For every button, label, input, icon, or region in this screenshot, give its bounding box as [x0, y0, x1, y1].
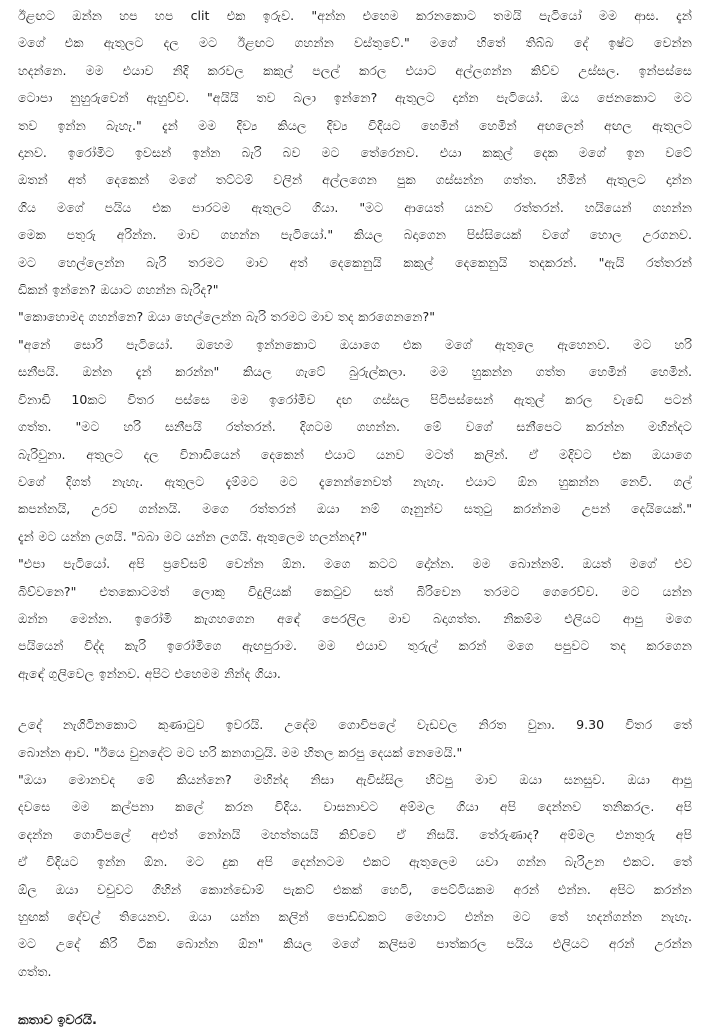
text-line: ගත්ත. [18, 963, 52, 979]
text-line: ඔතන් අත් දෙකෙන් මගේ තට්ටම් වලින් අල්ලගෙන පුක ගස්සන්න ගත්ත. හිමින් ඇතුලට දාන්න [18, 172, 692, 188]
text-line: දෙන්න ගොවිපලේ අඑත් නෝනයි මහත්තයයි කිව්වෙ ඒ නිසයි. තේරුණාද? අම්මල එනතුරු අපි [18, 826, 692, 842]
text-line: බැරිවුනා. අතුලට දල විනාඩියෙන් දෙකෙන් එයාට යනව මටත් කලින්. ඒ මදිවට එක ඔයාගෙ [18, 446, 692, 462]
text-line: "කොහොමද ගහන්නෙ? ඔයා හෙල්ලෙන්න බැරි තරමට මාව තද කරගෙනනෙ?" [18, 309, 435, 325]
paragraph-1 [18, 2, 692, 303]
paragraph-gap [18, 985, 692, 1007]
text-line: ගිය මගේ පයිය එක පාරටම ඇතුලට ගියා. "මට ආයෙත් යනව රත්තරන්. හයියෙන් ගහන්න [18, 199, 692, 215]
text-line: "එපා පැටියෝ. අපි ප්‍රවේසම් වෙන්න ඕන. මගෙ කටට දෝන්න. මම බොන්නම්. ඔයත් මගේ එව [18, 556, 692, 572]
text-line: හුඟක් දේවල් තියෙනව. ඔයා යන්න කලින් පොඩ්ඩකට මෙහාට එන්න මට තේ හදන්ගන්න නැහැ. [18, 909, 692, 924]
text-line: ඇඳේ ගුලිවෙල ඉන්නව. අපිට එහෙමම නින්ද ගියා. [18, 665, 281, 681]
text-line: පයියෙන් විද්ද කැරි ඉරෝමිගෙ ඇඟපුරාම. මම එයාව තුරුල් කරන් මගෙ පපුවට තද කරගෙන [18, 638, 692, 654]
text-line: මට උදේ කිරි ටික බොන්න ඕන" කියල මගේ කලිසම පාත්කරල පයිය එලියට අරන් උරන්න [18, 936, 692, 952]
text-line: "අනේ සොරි පැටියෝ. ඔහෙම ඉන්නකොට ඔයාගෙ එක මගේ ඇතුලෙ ඇහෙනව. මට හරි [18, 336, 692, 352]
text-line: මගේ එක ඇතුලට දල මට ඊළඟට ගහන්න වස්තුවේ." මගේ හිතේ තිබ්බ දේ ඉෂ්ට වෙන්න [18, 35, 692, 51]
text-line: දැන් මට යන්න ලගයි. "බබා මට යන්න ලගයි. ඇතුලෙම හලන්නද?" [18, 528, 368, 544]
text-line: තව ඉන්න බැහැ." දැන් මම දිව්‍ය කියල දිව්‍ය විදියට හෙමින් හෙමින් අඟලෙන් අඟල ඇතුලට [18, 117, 692, 133]
text-line: සනීපයි. ඔන්න දැන් කරන්න" කියල ගැටේ බුරුල්කලා. මම හුකන්න ගත්ත හෙමින් හෙමින්. [18, 364, 692, 380]
text-line: ගත්ත. "මට හරි සනීපයි රත්තරන්. දිගටම ගහන්න. මේ වගේ සනීපෙට කරන්න මහින්දට [18, 419, 692, 435]
text-line: හදන්නෙ. මම එයාව නිදි කරවල කකුල් පලල් කරල එයාට අල්ලගන්න කිව්ව උස්සල. ඉන්පස්සෙ [18, 62, 692, 78]
text-line: ඔන්න මෙන්න. ඉරෝමි කැගහගෙන අඳේ පෙරලිල මාව බදාගත්ත. නිකම්ම එලියට ආපු මගෙ [18, 610, 692, 626]
text-line: කපන්නයි, උරව ගන්නයි. මගෙ රත්තරන් ඔයා නම් ගෑනුන්ව සතුටු කරන්නම උපන් දෙයියෙක්." [18, 501, 692, 517]
text-line: මෙක පතුරු අරින්න. මාව ගහන්න පැටියෝ." කියල බදාගෙන පිස්සියෙක් වගේ හොල උරගනව. [18, 227, 692, 243]
paragraph-2 [18, 303, 692, 687]
text-line: දානව. ඉරෝමිට ඉවසන් ඉන්න බැරි බව මට තේරෙනව. එයා කකුල් දෙක මගේ ඉන වටේ [18, 145, 692, 161]
text-line: "ඔයා මොනවද මේ කියන්නෙ? මහින්ද නිසා ඇවිස්සිල හිටපු මාව ඔයා සනසුව. ඔයා ආපු [18, 771, 692, 787]
paragraph-3 [18, 711, 692, 985]
text-line: ඕල ඔයා වචුවට ගිහින් කොන්ඩොම් පැකට් එකක් හෙටි, පෙට්ටියකම අරන් එන්න. අපිට කරන්න [18, 881, 692, 897]
text-line: දවසෙ මම කල්පනා කලේ කරන විදිය. වාසනාවට අම්මල ගියා අපි දෙන්නව තනිකරල. අපි [18, 799, 692, 815]
text-line: බිව්වනෙ?" එතකොටමත් ලොකු විදුලියක් කෙටුව සත් බිරිවෙන තරමට ගෙරෙව්ව. මට යන්න [18, 583, 692, 599]
text-line: මට හෙල්ලෙන්න බැරි තරමට මාව අත් දෙකෙනුයි කකුල් දෙකෙනුයි තදකරන්. "ඇයි රත්තරන් [18, 254, 692, 270]
text-line: ඊළඟට ඔන්න හප හප clit එක ඉරුව. "අන්න එහෙම කරනකොට තමයි පැටියෝ මම ආස. දැන් [18, 8, 692, 23]
story-ending: කතාව ඉවරයි. [18, 1013, 97, 1029]
text-line: ටොපා නුහුරුවෙන් ඇහුව්ව. "අයියි තව බලා ඉන්නෙ? ඇතුලට දාන්න පැටියෝ. ඔය ජෙනකොට මට [18, 90, 692, 106]
text-line: වගේ දිගත් නැහැ. ඇතුලට දැම්මට මට දැනෙන්නෙවත් නැහැ. එයාට ඕන හුකන්න නෙවි. ගල් [18, 473, 692, 489]
text-line: විනාඩි 10කට විතර පස්සෙ මම ඉරෝමිව දඟ ගස්සල පිටිපස්සෙන් ඇතුල් කරල වැඩේ පටන් [18, 391, 692, 407]
text-line: බොන්න ආව. "ඊයෙ වුනදේට මට හරි කනගාටුයි. මම හිතල කරපු දෙයක් නෙමෙයි." [18, 744, 463, 760]
text-line: ඩිකන් ඉන්නෙ? ඔයාට ගහන්න බැරිද?" [18, 282, 219, 298]
text-line: උදේ නැගිටිනකොට කුණාටුව ඉවරයි. උදේම ගොවිපලේ වැඩවල නිරත වුනා. 9.30 විතර තේ [18, 717, 692, 733]
paragraph-gap [18, 687, 692, 711]
text-line: ඒ විදියට ඉන්න ඕන. මට දුක අපි දෙන්නටම එකට ඇතුලෙම යවා ගන්න බැරිඋන එකට. තේ [18, 854, 692, 870]
